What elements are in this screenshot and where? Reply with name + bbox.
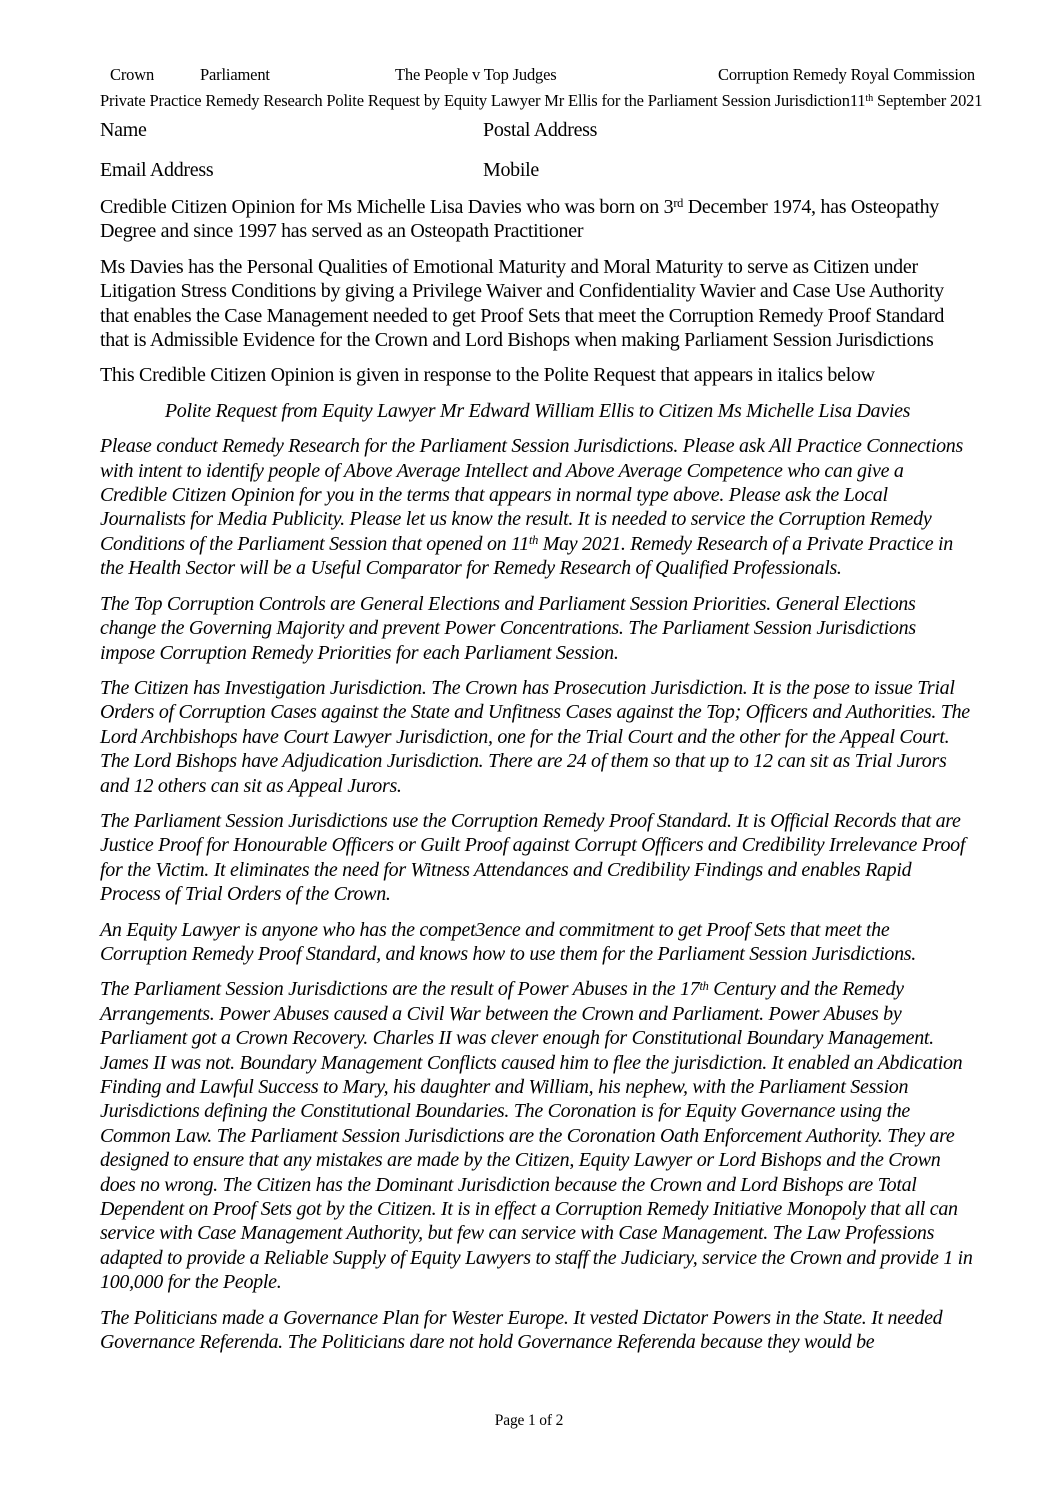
document-body [100,195,975,1354]
name-label: Name [100,119,147,141]
paragraph-proof-standard: The Parliament Session Jurisdictions use the Corruption Remedy Proof Standard. It is Official Records that are Justice Proof for Honourable Officers or Guilt Proof against Corrupt Officers and Credibility Irrelevance Proof for the Victim. It eliminates the need for Witness Attendances and Credibility Findings and enables Rapid Process of Trial Orders of the Crown. [100,809,966,906]
header-parliament-label: Parliament [200,65,270,84]
header-date: 11th September 2021 [849,91,983,110]
header-row-1 [100,62,975,88]
header-commission-label: Corruption Remedy Royal Commission [717,65,975,84]
paragraph-citizen-jurisdiction: The Citizen has Investigation Jurisdiction. The Crown has Prosecution Jurisdiction. It is the pose to issue Trial Orders of Corruption Cases against the State and Unfitness Cases against the Top; Officers and Authorities. The Lord Archbishops have Court Lawyer Jurisdiction, one for the Trial Court and the other for the Appeal Court. The Lord Bishops have Adjudication Jurisdiction. There are 24 of them so that up to 12 can sit as Trial Jurors and 12 others can sit as Appeal Jurors. [100,676,970,797]
postal-address-label: Postal Address [483,119,598,141]
paragraph-equity-lawyer-definition: An Equity Lawyer is anyone who has the compet3ence and commitment to get Proof Sets that meet the Corruption Remedy Proof Standard, and knows how to use them for the Parliament Session Jurisdictions. [100,918,916,965]
contact-fields [100,118,975,182]
paragraph-ms-davies-qualities: Ms Davies has the Personal Qualities of Emotional Maturity and Moral Maturity to serve as Citizen under Litigation Stress Conditions by giving a Privilege Waiver and Confidentiality Wavier and Case Use Authority that enables the Case Management needed to get Proof Sets that meet the Corruption Remedy Proof Standard that is Admissible Evidence for the Crown and Lord Bishops when making Parliament Session Jurisdictions [100,255,945,352]
header-crown-label: Crown [110,65,155,84]
header-row-2 [100,88,983,114]
document-header [100,62,983,114]
email-address-label: Email Address [100,159,214,181]
paragraph-top-corruption-controls: The Top Corruption Controls are General Elections and Parliament Session Priorities. General Elections change the Governing Majority and prevent Power Concentrations. The Parliament Session Jurisdictions impose Corruption Remedy Priorities for each Parliament Session. [100,592,916,664]
paragraph-opinion-response-note: This Credible Citizen Opinion is given in response to the Polite Request that appears in italics below [100,364,875,387]
header-subtitle: Private Practice Remedy Research Polite Request by Equity Lawyer Mr Ellis for the Parliament Session Jurisdiction [100,91,850,110]
paragraph-politicians-governance-plan: The Politicians made a Governance Plan for Wester Europe. It vested Dictator Powers in the State. It needed Governance Referenda. The Politicians dare not hold Governance Referenda because they would be [100,1306,943,1354]
page-footer [0,1412,1058,1430]
paragraph-power-abuses-history: The Parliament Session Jurisdictions are the result of Power Abuses in the 17th Century and the Remedy Arrangements. Power Abuses caused a Civil War between the Crown and Parliament. Power Abuses by Parliament got a Crown Recovery. Charles II was clever enough for Constitutional Boundary Management. James II was not. Boundary Management Conflicts caused him to flee the jurisdiction. It enabled an Abdication Finding and Lawful Success to Mary, his daughter and William, his nephew, with the Parliament Session Jurisdictions defining the Constitutional Boundaries. The Coronation is for Equity Governance using the Common Law. The Parliament Session Jurisdictions are the Coronation Oath Enforcement Authority. They are designed to ensure that any mistakes are made by the Citizen, Equity Lawyer or Lord Bishops and the Crown does no wrong. The Citizen has the Dominant Jurisdiction because the Crown and Lord Bishops are Total Dependent on Proof Sets got by the Citizen. It is in effect a Corruption Remedy Initiative Monopoly that all can service with Case Management Authority, but few can service with Case Management. The Law Professions adapted to provide a Reliable Supply of Equity Lawyers to staff the Judiciary, service the Crown and provide 1 in 100,000 for the People. [100,978,973,1294]
paragraph-credible-citizen-opinion: Credible Citizen Opinion for Ms Michelle Lisa Davies who was born on 3rd December 1974, has Osteopathy Degree and since 1997 has served as an Osteopath Practitioner [100,196,940,243]
header-case-title: The People v Top Judges [395,65,557,84]
paragraph-please-conduct-research: Please conduct Remedy Research for the Parliament Session Jurisdictions. Please ask All Practice Connections with intent to identify people of Above Average Intellect and Above Average Competence who can give a Credible Citizen Opinion for you in the terms that appears in normal type above. Please ask the Local Journalists for Media Publicity. Please let us know the result. It is needed to service the Corruption Remedy Conditions of the Parliament Session that opened on 11th May 2021. Remedy Research of a Private Practice in the Health Sector will be a Useful Comparator for Remedy Research of Qualified Professionals. [100,435,963,580]
page-number: Page 1 of 2 [494,1412,564,1429]
mobile-label: Mobile [483,159,539,181]
paragraph-polite-request-heading: Polite Request from Equity Lawyer Mr Edward William Ellis to Citizen Ms Michelle Lisa Davies [164,399,911,422]
